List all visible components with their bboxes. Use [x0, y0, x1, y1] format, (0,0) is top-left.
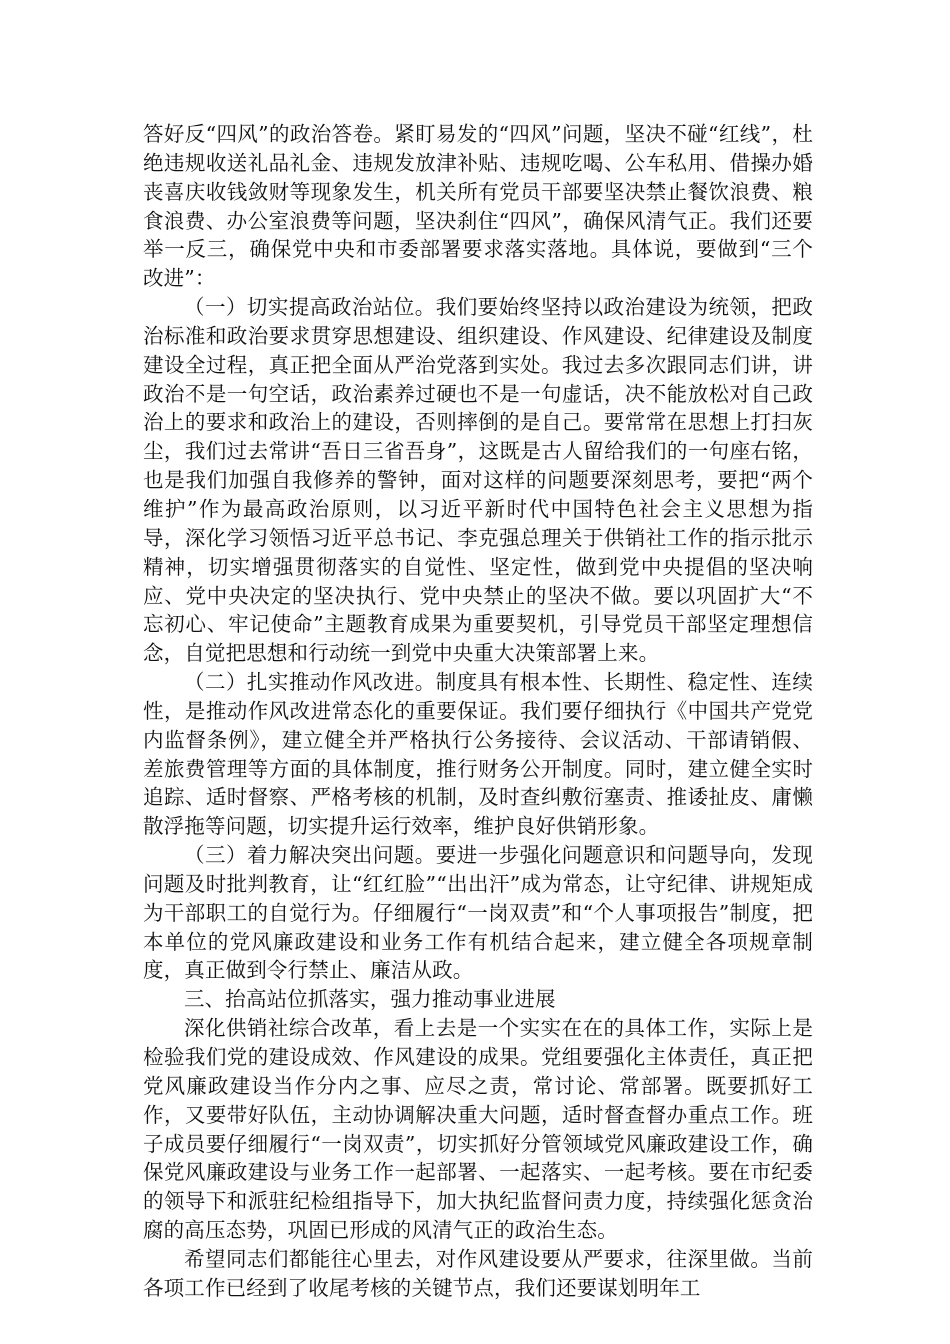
paragraph-section-three: 深化供销社综合改革，看上去是一个实实在在的具体工作，实际上是检验我们党的建设成效、作风建设的成果。党组要强化主体责任，真正把党风廉政建设当作分内之事、应尽之责，常讨论、常部署。既要抓好工作，又要带好队伍，主动协调解决重大问题，适时督查督办重点工作。班子成员要仔细履行“一岗双责”，切实抓好分管领域党风廉政建设工作，确保党风廉政建设与业务工作一起部署、一起落实、一起考核。要在市纪委的领导下和派驻纪检组指导下，加大执纪监督问责力度，持续强化惩贪治腐的高压态势，巩固已形成的风清气正的政治生态。 [143, 1016, 813, 1243]
paragraph-closing: 希望同志们都能往心里去，对作风建设要从严要求，往深里做。当前各项工作已经到了收尾考核的关键节点，我们还要谋划明年工 [143, 1246, 813, 1300]
paragraph-point-one: （一）切实提高政治站位。我们要始终坚持以政治建设为统领，把政治标准和政治要求贯穿思想建设、组织建设、作风建设、纪律建设及制度建设全过程，真正把全面从严治党落到实处。我过去多次跟同志们讲，讲政治不是一句空话，政治素养过硬也不是一句虚话，决不能放松对自己政治上的要求和政治上的建设，否则摔倒的是自己。要常常在思想上打扫灰尘，我们过去常讲“吾日三省吾身”，这既是古人留给我们的一句座右铭，也是我们加强自我修养的警钟，面对这样的问题要深刻思考，要把“两个维护”作为最高政治原则，以习近平新时代中国特色社会主义思想为指导，深化学习领悟习近平总书记、李克强总理关于供销社工作的指示批示精神，切实增强贯彻落实的自觉性、坚定性，做到党中央提倡的坚决响应、党中央决定的坚决执行、党中央禁止的坚决不做。要以巩固扩大“不忘初心、牢记使命”主题教育成果为重要契机，引导党员干部坚定理想信念，自觉把思想和行动统一到党中央重大决策部署上来。 [143, 295, 813, 666]
document-body [143, 120, 813, 1303]
paragraph-point-three: （三）着力解决突出问题。要进一步强化问题意识和问题导向，发现问题及时批判教育，让“红红脸”“出出汗”成为常态，让守纪律、讲规矩成为干部职工的自觉行为。仔细履行“一岗双责”和“个人事项报告”制度，把本单位的党风廉政建设和业务工作有机结合起来，建立健全各项规章制度，真正做到令行禁止、廉洁从政。 [143, 843, 813, 983]
paragraph-continuation: 答好反“四风”的政治答卷。紧盯易发的“四风”问题，坚决不碰“红线”，杜绝违规收送礼品礼金、违规发放津补贴、违规吃喝、公车私用、借操办婚丧喜庆收钱敛财等现象发生，机关所有党员干部要坚决禁止餐饮浪费、粮食浪费、办公室浪费等问题，坚决刹住“四风”，确保风清气正。我们还要举一反三，确保党中央和市委部署要求落实落地。具体说，要做到“三个改进”： [143, 122, 813, 291]
section-heading-three: 三、抬高站位抓落实，强力推动事业进展 [184, 987, 556, 1012]
paragraph-point-two: （二）扎实推动作风改进。制度具有根本性、长期性、稳定性、连续性，是推动作风改进常态化的重要保证。我们要仔细执行《中国共产党党内监督条例》，建立健全并严格执行公务接待、会议活动、干部请销假、差旅费管理等方面的具体制度，推行财务公开制度。同时，建立健全实时追踪、适时督察、严格考核的机制，及时查纠敷衍塞责、推诿扯皮、庸懒散浮拖等问题，切实提升运行效率，维护良好供销形象。 [143, 670, 813, 839]
